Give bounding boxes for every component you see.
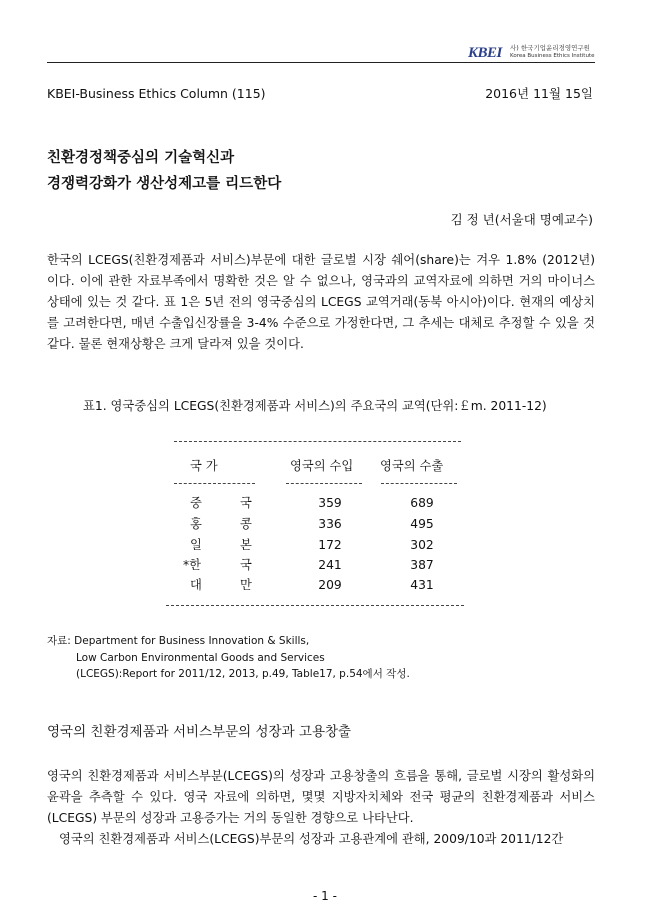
- header-rule-country: [174, 483, 255, 484]
- export-value: 431: [410, 578, 434, 592]
- country-char-2: 만: [240, 578, 252, 592]
- header-export: 영국의 수출: [380, 459, 444, 473]
- source-line-3: (LCEGS):Report for 2011/12, 2013, p.49, Table17, p.54에서 작성.: [76, 668, 410, 680]
- column-date: 2016년 11월 15일: [485, 86, 593, 101]
- section-heading: 영국의 친환경제품과 서비스부문의 성장과 고용창출: [47, 724, 352, 740]
- paragraph-intro: 한국의 LCEGS(친환경제품과 서비스)부문에 대한 글로벌 시장 쉐어(share)는 겨우 1.8% (2012년) 이다. 이에 관한 자료부족에서 명확한 것은 알 수 없으나, 영국과의 교역자료에 의하면 거의 마이너스 상태에 있는 것 같다. 표 1은 5년 전의 영국중심의 LCEGS 교역거래(동북 아시아)이다. 현재의 예상치를 고려한다면, 매년 수출입신장률을 3-4% 수준으로 가정한다면, 그 추세는 대체로 추정할 수 있을 것 같다. 물론 현재상황은 크게 달라져 있을 것이다.: [47, 253, 595, 351]
- paragraph-growth-continued: 영국의 친환경제품과 서비스(LCEGS)부문의 성장과 고용관계에 관해, 2009/10과 2011/12간: [59, 832, 564, 846]
- country-char-1: 일: [190, 538, 202, 552]
- import-value: 209: [318, 578, 342, 592]
- export-value: 387: [410, 558, 434, 572]
- country-char-1: *한: [183, 558, 202, 572]
- paragraph-growth-text: 영국의 친환경제품과 서비스부분(LCEGS)의 성장과 고용창출의 흐름을 통해, 글로벌 시장의 활성화의 윤곽을 추측할 수 있다. 영국 자료에 의하면, 몇몇 지방자치체와 전국 평균의 친환경제품과 서비스(LCEGS) 부문의 성장과 고용증가는 거의 동일한 경향으로 나타난다.: [47, 769, 595, 825]
- header-rule-export: [381, 483, 457, 484]
- country-char-1: 중: [190, 496, 202, 510]
- page-number: - 1 -: [313, 889, 337, 903]
- export-value: 495: [410, 517, 434, 531]
- header-import: 영국의 수입: [290, 459, 354, 473]
- logo-mark: KBEI: [468, 45, 502, 61]
- paragraph-growth: [47, 766, 595, 850]
- import-value: 359: [318, 496, 342, 510]
- export-value: 689: [410, 496, 434, 510]
- country-char-1: 홍: [190, 517, 202, 531]
- header-rule: [47, 62, 595, 63]
- column-name: KBEI-Business Ethics Column (115): [47, 86, 266, 101]
- export-value: 302: [410, 538, 434, 552]
- title-line-2: 경쟁력강화가 생산성제고를 리드한다: [47, 176, 282, 192]
- country-char-2: 본: [240, 538, 252, 552]
- import-value: 241: [318, 558, 342, 572]
- table-bottom-rule: [166, 605, 464, 606]
- kbei-logo: [468, 44, 595, 62]
- table-top-rule: [174, 441, 461, 442]
- import-value: 172: [318, 538, 342, 552]
- country-char-2: 콩: [240, 517, 252, 531]
- header-country: 국 가: [190, 459, 218, 473]
- source-line-2: Low Carbon Environmental Goods and Services: [76, 651, 325, 664]
- table-caption: 표1. 영국중심의 LCEGS(친환경제품과 서비스)의 주요국의 교역(단위:￡m. 2011-12): [83, 399, 547, 413]
- source-line-1: 자료: Department for Business Innovation & Skills,: [47, 635, 310, 647]
- table-source: [47, 633, 410, 683]
- logo-korean-name: 사) 한국기업윤리경영연구원: [510, 44, 590, 52]
- logo-english-name: Korea Business Ethics Institute: [510, 53, 595, 59]
- header-rule-import: [286, 483, 362, 484]
- author: 김 정 년(서울대 명예교수): [450, 212, 593, 227]
- country-char-2: 국: [240, 496, 252, 510]
- import-value: 336: [318, 517, 342, 531]
- title-line-1: 친환경정책중심의 기술혁신과: [47, 150, 235, 166]
- country-char-1: 대: [190, 578, 202, 592]
- country-char-2: 국: [240, 558, 252, 572]
